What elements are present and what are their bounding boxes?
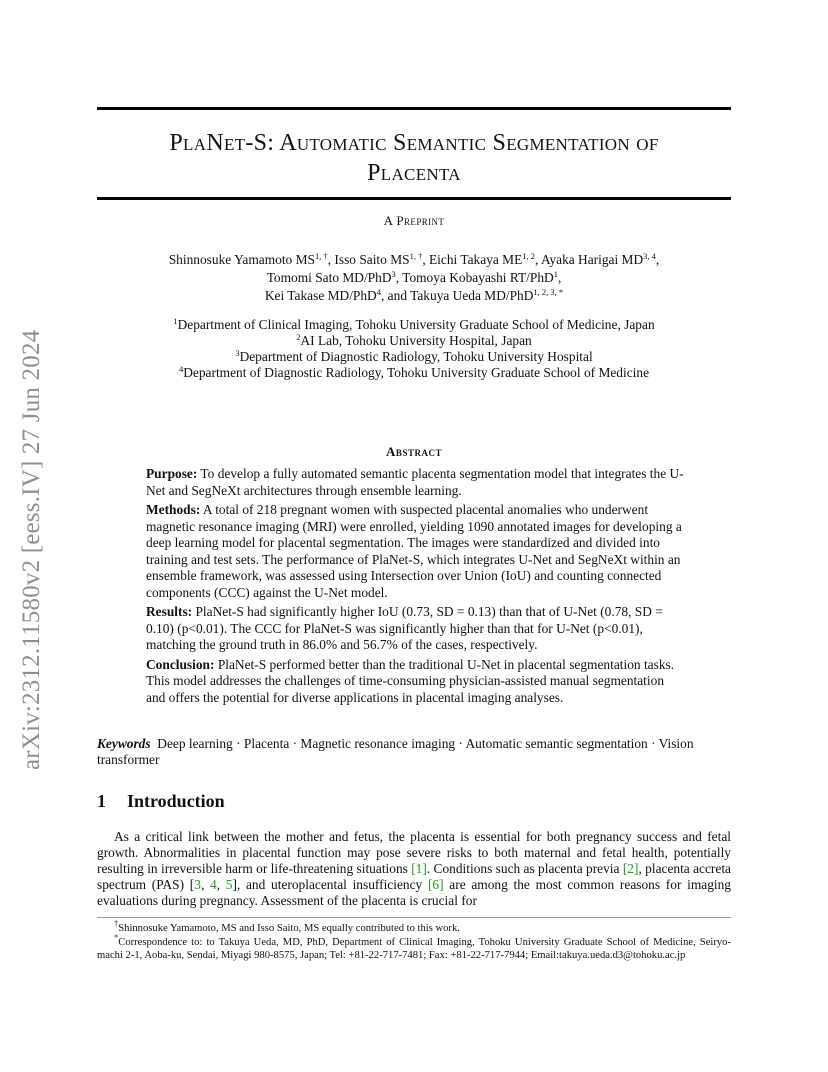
abstract-results [146,604,686,654]
title-line-2: Placenta [367,160,461,186]
abstract-methods-text: A total of 218 pregnant women with suspected placental anomalies who underwent magnetic resonance imaging (MRI) were enrolled, yielding 1090 annotated images for developing a deep learning model for placental segmentation. The images were standardized and divided into training and test sets. The performance of PlaNet-S, which integrates U-Net and SegNeXt within an ensemble framework, was assessed using Intersection over Union (IoU) and counting connected components (CCC) against the U-Net model. [146,502,682,600]
author-affil-sup: 3 [391,269,396,279]
footnote-mark: † [114,918,119,928]
author-separator: , [655,252,660,267]
abstract-methods-label: Methods: [146,502,201,517]
intro-text: are among the most common reasons for imaging evaluations during pregnancy. Assessment of the placenta is crucial for [97,876,732,908]
author-name: Tomomi Sato MD/PhD [266,270,392,285]
intro-text: ], and uteroplacental insufficiency [232,876,428,892]
footnote-rule [97,917,731,918]
abstract-conclusion [146,657,686,707]
section-heading [97,791,225,812]
citation-link[interactable]: [1] [411,860,427,876]
affiliation-text: Department of Diagnostic Radiology, Tohoku University Graduate School of Medicine [183,365,650,380]
affiliation-number: 1 [173,316,178,326]
abstract-body [146,466,686,709]
section-number: 1 [97,791,106,811]
author-affil-sup: 1, 2 [522,251,536,261]
footnote-mark: * [114,931,119,942]
citation-link[interactable]: [2] [622,860,639,876]
author-name: , Ayaka Harigai MD [535,252,644,267]
author-separator: , [557,270,562,285]
title-line-1: PlaNet-S: Automatic Semantic Segmentation of [169,130,659,156]
citation-link[interactable]: [6] [427,876,444,892]
title-rule-top [97,107,731,110]
abstract-conclusion-text: PlaNet-S performed better than the traditional U-Net in placental segmentation tasks. This model addresses the challenges of time-consuming physician-assisted manual segmentation and offers the potential for diverse applications in placental imaging analyses. [146,656,675,705]
section-title: Introduction [127,791,225,811]
footnote-equal-contribution [97,918,731,936]
abstract-results-label: Results: [146,604,193,619]
author-name: , and Takuya Ueda MD/PhD [380,288,534,303]
affiliation-item [97,365,731,381]
footnote-correspondence [97,931,731,963]
author-affil-sup: 3, 4 [643,251,656,261]
affiliation-list [97,317,731,381]
affiliation-number: 3 [235,348,240,358]
abstract-methods [146,502,686,601]
affiliation-item [97,317,731,333]
abstract-purpose [146,466,686,499]
intro-text: . Conditions such as placenta previa [426,860,623,876]
title-rule-bottom [97,197,731,200]
abstract-purpose-text: To develop a fully automated semantic placenta segmentation model that integrates the U-Net and SegNeXt architectures through ensemble learning. [146,466,684,498]
author-name: , Isso Saito MS [327,252,410,267]
abstract-conclusion-label: Conclusion: [146,656,215,672]
affiliation-item [97,333,731,349]
author-list [97,251,731,305]
keywords-label: Keywords [97,736,151,751]
footnote-text: Shinnosuke Yamamoto, MS and Isso Saito, MS equally contributed to this work. [118,923,460,934]
author-affil-sup: 1, † [409,251,423,261]
abstract-heading: Abstract [386,444,442,459]
affiliation-text: Department of Clinical Imaging, Tohoku University Graduate School of Medicine, Japan [177,317,655,332]
affiliation-number: 4 [178,364,184,374]
abstract-purpose-label: Purpose: [146,466,198,481]
footnotes [97,918,731,963]
affiliation-number: 2 [296,332,301,342]
preprint-label: A Preprint [383,213,445,228]
affiliation-item [97,349,731,365]
footnote-text: Correspondence to: to Takuya Ueda, MD, PhD, Department of Clinical Imaging, Tohoku University Graduate School of Medicine, Seiryo-machi 2-1, Aoba-ku, Sendai, Miyagi 980-8575, Japan; Tel: +81-22-717-7481; Fax: +81-22-717-7944; Email:takuya.ueda.d3@tohoku.ac.jp [97,936,731,961]
author-name: , Tomoya Kobayashi RT/PhD [395,270,554,285]
keywords [97,736,731,768]
author-name: Kei Takase MD/PhD [264,288,377,303]
author-affil-sup: 1 [553,269,558,279]
intro-text: As a critical link between the mother and fetus, the placenta is essential for both pregnancy success and fetal growth. Abnormalities in placental function may pose severe risks to both maternal and fetal health, potentially resulting in irreversible harm or life-threatening situations [97,829,731,876]
affiliation-text: Department of Diagnostic Radiology, Tohoku University Hospital [239,349,593,364]
affiliation-text: AI Lab, Tohoku University Hospital, Japan [300,333,532,348]
author-affil-sup: 1, 2, 3, * [533,287,564,297]
paper-title [97,128,731,188]
abstract-results-text: PlaNet-S had significantly higher IoU (0.73, SD = 0.13) than that of U-Net (0.78, SD = 0.10) (p<0.01). The CCC for PlaNet-S was significantly higher than that for U-Net (p<0.01), matching the ground truth in 86.0% and 56.7% of the cases, respectively. [146,604,663,652]
citation-link[interactable]: 5 [225,876,233,892]
author-name: , Eichi Takaya ME [422,252,523,267]
author-affil-sup: 4 [376,287,381,297]
keywords-text: Deep learning · Placenta · Magnetic resonance imaging · Automatic semantic segmentation · Vision transformer [97,736,694,767]
intro-text: , placenta accreta spectrum (PAS) [ [97,860,731,892]
arxiv-identifier: arXiv:2312.11580v2 [eess.IV] 27 Jun 2024 [18,329,45,770]
author-affil-sup: 1, † [314,251,328,261]
author-name: Shinnosuke Yamamoto MS [168,252,315,267]
citation-link[interactable]: 3 [194,876,201,892]
intro-paragraph: As a critical link between the mother and fetus, the placenta is essential for both pregnancy success and fetal growth. Abnormalities in placental function may pose severe risks to both maternal and fetal health, potentially resulting in irreversible harm or life-threatening situations [1]. Conditions such as placenta previa [2], placenta accreta spectrum (PAS) [3, 4, 5], and uteroplacental insufficiency [6] are among the most common reasons for imaging evaluations during pregnancy. Assessment of the placenta is crucial for [97,829,732,908]
citation-link[interactable]: 4 [210,876,217,892]
